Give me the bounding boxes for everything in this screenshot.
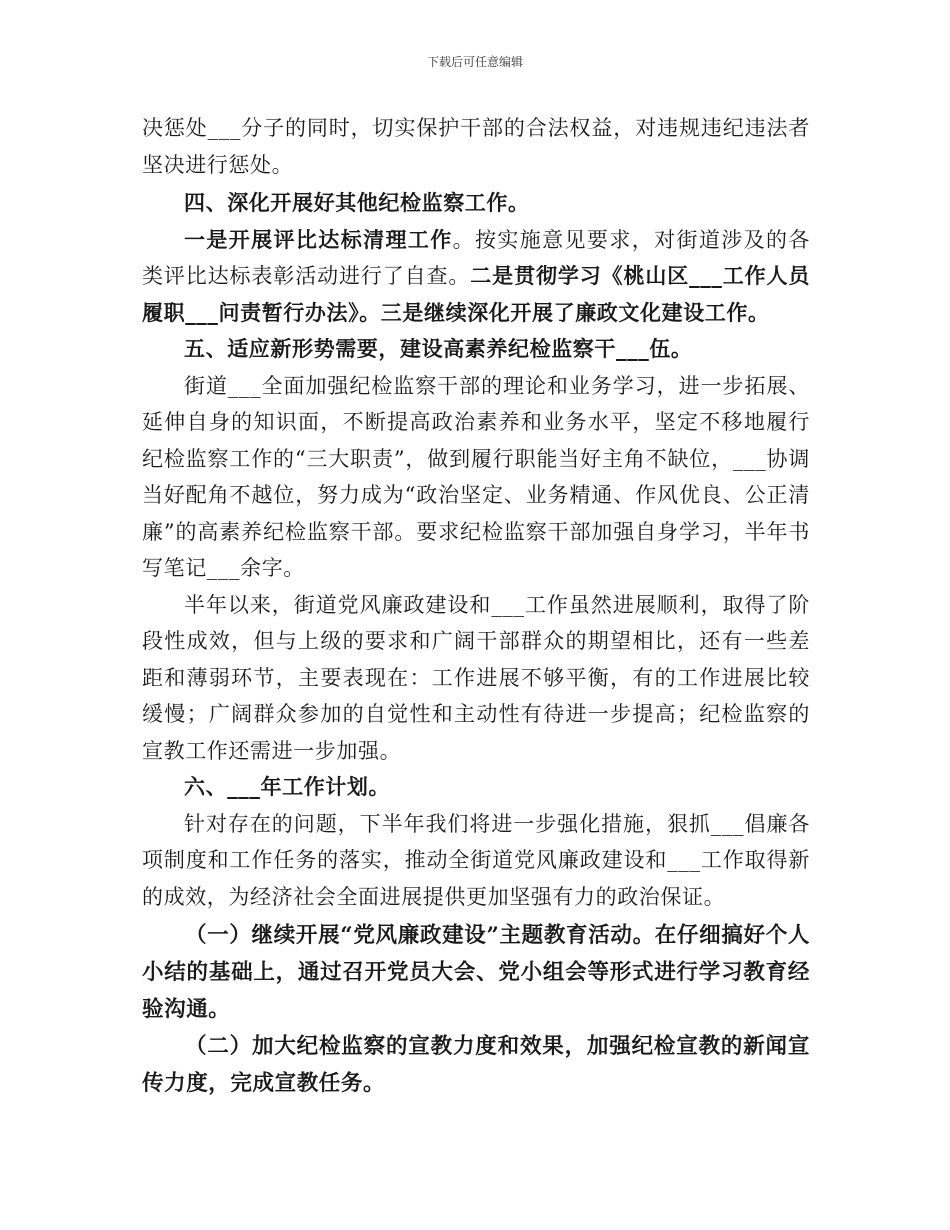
item-one-text: 。按实施意见要求，对街道涉及的各类评比达标表彰活动进行了自查。 <box>142 227 810 288</box>
item-one-title: 一是开展评比达标清理工作 <box>184 226 453 252</box>
paragraph-summary: 半年以来，街道党风廉政建设和___工作虽然进展顺利，取得了阶段性成效，但与上级的要求和广阔干部群众的期望相比，还有一些差距和薄弱环节，主要表现在：工作进展不够平衡，有的工作进展比较缓慢；广阔群众参加的自觉性和主动性有待进一步提高；纪检监察的宣教工作还需进一步加强。 <box>142 592 810 763</box>
paragraph-plan-intro: 针对存在的问题，下半年我们将进一步强化措施，狠抓___倡廉各项制度和工作任务的落实，推动全街道党风廉政建设和___工作取得新的成效，为经济社会全面进展提供更加坚强有力的政治保证。 <box>142 811 810 909</box>
page-header: 下载后可任意编辑 <box>426 55 523 69</box>
item-two-three-text: 二是贯彻学习《桃山区___工作人员履职___问责暂行办法》。三是继续深化开展了廉政文化建设工作。 <box>142 263 811 325</box>
document-body <box>142 110 810 1102</box>
section-heading-6: 六、___年工作计划。 <box>184 774 391 799</box>
paragraph-continuation: 决惩处___分子的同时，切实保护干部的合法权益，对违规违纪违法者坚决进行惩处。 <box>142 116 810 177</box>
plan-item-2: （二）加大纪检监察的宣教力度和效果，加强纪检宣教的新闻宣传力度，完成宣教任务。 <box>142 1034 810 1096</box>
section-heading-5: 五、适应新形势需要，建设高素养纪检监察干___伍。 <box>184 336 693 361</box>
section-heading-4: 四、深化开展好其他纪检监察工作。 <box>184 190 530 215</box>
plan-item-1: （一）继续开展“党风廉政建设”主题教育活动。在仔细搞好个人小结的基础上，通过召开党员大会、党小组会等形式进行学习教育经验沟通。 <box>142 923 810 1022</box>
paragraph-other-work <box>142 222 810 332</box>
paragraph-team-building: 街道___全面加强纪检监察干部的理论和业务学习，进一步拓展、延伸自身的知识面，不断提高政治素养和业务水平，坚定不移地履行纪检监察工作的“三大职责”，做到履行职能当好主角不缺位，___协调当好配角不越位，努力成为“政治坚定、业务精通、作风优良、公正清廉”的高素养纪检监察干部。要求纪检监察干部加强自身学习，半年书写笔记___余字。 <box>142 373 810 580</box>
